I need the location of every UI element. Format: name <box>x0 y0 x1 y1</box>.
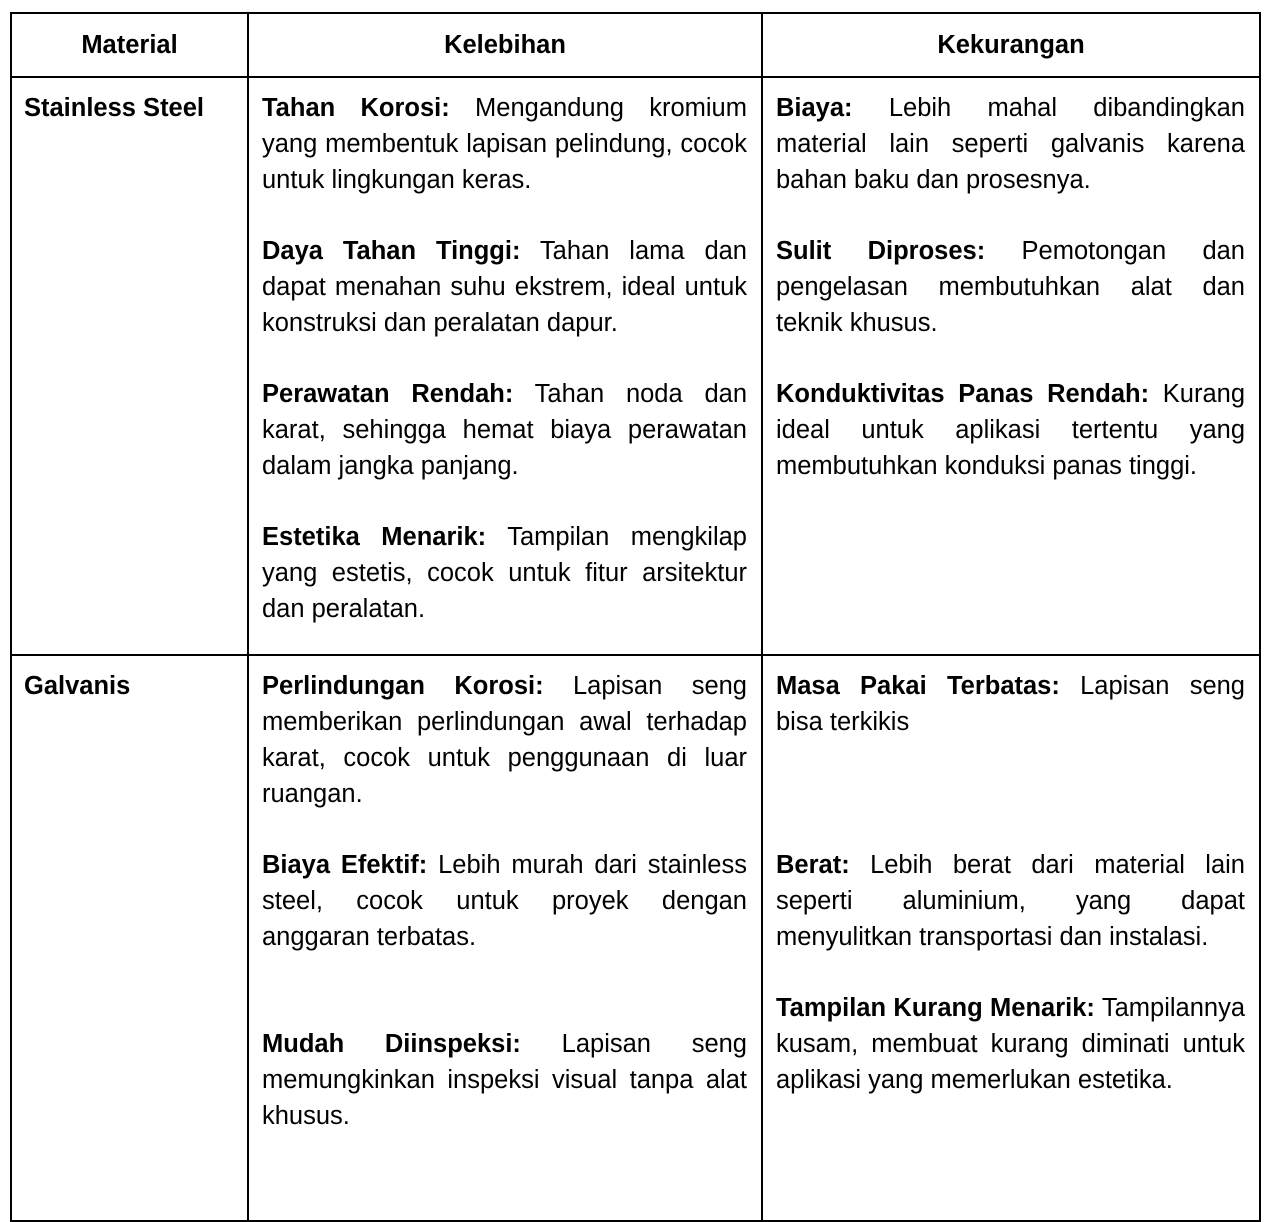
pro-text: Tampilan mengkilap yang estetis, cocok untuk fitur arsitektur dan peralatan. <box>262 523 747 623</box>
table-row-stainless-steel <box>11 77 1260 655</box>
con-title: Biaya: <box>776 94 853 122</box>
pro-text: Tahan lama dan dapat menahan suhu ekstrem, ideal untuk konstruksi dan peralatan dapur. <box>262 237 747 337</box>
con-title: Berat: <box>776 851 850 879</box>
header-row <box>11 13 1260 77</box>
pro-text: Mengandung kromium yang membentuk lapisan pelindung, cocok untuk lingkungan keras. <box>262 94 747 194</box>
cons-cell <box>762 655 1260 1221</box>
con-entry <box>776 233 1245 341</box>
pro-text: Tahan noda dan karat, sehingga hemat biaya perawatan dalam jangka panjang. <box>262 380 748 480</box>
cons-cell <box>762 77 1260 655</box>
pro-title: Estetika Menarik: <box>262 523 487 551</box>
con-entry <box>776 990 1245 1098</box>
con-text: Lapisan seng bisa terkikis <box>776 672 1245 736</box>
con-text: Kurang ideal untuk aplikasi tertentu yang membutuhkan konduksi panas tinggi. <box>776 380 1245 480</box>
pro-entry <box>262 1026 747 1134</box>
table-row-galvanis <box>11 655 1260 1221</box>
con-title: Tampilan Kurang Menarik: <box>776 994 1095 1022</box>
pros-cell <box>248 77 762 655</box>
pro-title: Perlindungan Korosi: <box>262 672 544 700</box>
header-kekurangan: Kekurangan <box>762 13 1260 77</box>
con-text: Pemotongan dan pengelasan membutuhkan alat dan teknik khusus. <box>776 237 1245 337</box>
con-entry <box>776 90 1245 198</box>
con-text: Lebih berat dari material lain seperti aluminium, yang dapat menyulitkan transportasi dan instalasi. <box>776 851 1245 951</box>
pro-entry <box>262 233 747 341</box>
pro-title: Daya Tahan Tinggi: <box>262 237 521 265</box>
pro-entry <box>262 668 747 812</box>
con-entry <box>776 847 1245 955</box>
header-kelebihan: Kelebihan <box>248 13 762 77</box>
material-cell: Stainless Steel <box>11 77 248 655</box>
con-title: Sulit Diproses: <box>776 237 986 265</box>
pro-title: Mudah Diinspeksi: <box>262 1030 521 1058</box>
header-material: Material <box>11 13 248 77</box>
pro-text: Lapisan seng memberikan perlindungan awal terhadap karat, cocok untuk penggunaan di luar ruangan. <box>262 672 747 808</box>
con-title: Konduktivitas Panas Rendah: <box>776 380 1150 408</box>
pros-cell <box>248 655 762 1221</box>
con-entry <box>776 668 1245 740</box>
pro-title: Perawatan Rendah: <box>262 380 514 408</box>
pro-entry <box>262 519 747 627</box>
con-text: Lebih mahal dibandingkan material lain seperti galvanis karena bahan baku dan prosesnya. <box>776 94 1245 194</box>
comparison-table <box>10 12 1261 1222</box>
pro-text: Lapisan seng memungkinkan inspeksi visual tanpa alat khusus. <box>262 1030 747 1130</box>
pro-entry <box>262 376 747 484</box>
pro-entry <box>262 90 747 198</box>
pro-entry <box>262 847 747 955</box>
con-title: Masa Pakai Terbatas: <box>776 672 1060 700</box>
con-text: Tampilannya kusam, membuat kurang diminati untuk aplikasi yang memerlukan estetika. <box>776 994 1246 1094</box>
pro-title: Tahan Korosi: <box>262 94 450 122</box>
pro-text: Lebih murah dari stainless steel, cocok untuk proyek dengan anggaran terbatas. <box>262 851 747 951</box>
con-entry <box>776 376 1245 484</box>
pro-title: Biaya Efektif: <box>262 851 428 879</box>
material-cell: Galvanis <box>11 655 248 1221</box>
